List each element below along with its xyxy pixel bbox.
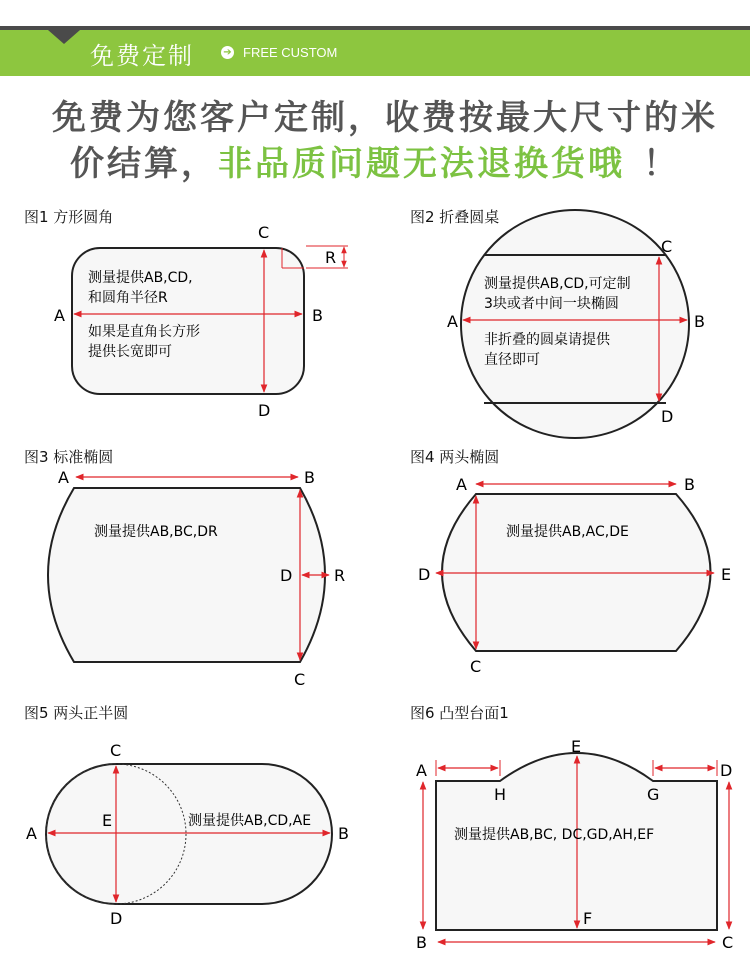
figure-6-label-h: H [494, 785, 507, 804]
arrow-right-circle-icon: ➔ [221, 46, 234, 59]
figure-5-shape [46, 764, 332, 904]
figure-4-text-1: 测量提供AB,AC,DE [506, 524, 629, 540]
figure-6-label-g: G [647, 785, 660, 804]
figure-6-diagram [416, 737, 733, 952]
figure-5-label-a: A [26, 824, 37, 843]
figure-2-text-1a: 测量提供AB,CD,可定制 [484, 276, 631, 292]
figure-4-label-b: B [684, 475, 695, 494]
figure-1-label-c: C [258, 223, 270, 242]
headline-line-2-end: ！ [643, 144, 680, 184]
figure-1-label-r: R [325, 248, 337, 267]
figure-2-label-c: C [661, 237, 673, 256]
figure-3-diagram [48, 468, 345, 689]
figure-5-diagram [26, 741, 349, 928]
figure-3-label-b: B [304, 468, 315, 487]
figure-1-title: 图1 方形圆角 [24, 208, 114, 226]
figure-6-label-b: B [416, 933, 427, 952]
figure-5-label-d: D [110, 909, 123, 928]
figure-3-text-1: 测量提供AB,BC,DR [94, 524, 218, 540]
figure-3-label-r: R [334, 566, 346, 585]
figure-6-label-e: E [571, 737, 582, 756]
figure-5-label-b: B [338, 824, 349, 843]
figure-6-label-a: A [416, 761, 427, 780]
figure-5-text-1: 测量提供AB,CD,AE [188, 813, 312, 829]
figure-6-label-f: F [583, 909, 593, 928]
figure-1-diagram [54, 223, 348, 420]
banner-subtitle: FREE CUSTOM [243, 45, 338, 60]
figure-3-label-d: D [280, 566, 293, 585]
figure-6-label-c: C [722, 933, 734, 952]
figure-3-label-a: A [58, 468, 69, 487]
figure-4-title: 图4 两头椭圆 [410, 448, 500, 466]
figure-5-label-c: C [110, 741, 122, 760]
figure-3-title: 图3 标准椭圆 [24, 448, 114, 466]
figure-3-label-c: C [294, 670, 306, 689]
figure-1-label-a: A [54, 306, 65, 325]
figure-2-label-a: A [447, 312, 458, 331]
headline-line-2-green: 非品质问题无法退换货哦 [218, 144, 625, 184]
figure-2-label-d: D [661, 407, 674, 426]
banner-title: 免费定制 [90, 42, 194, 70]
figure-4-diagram [418, 475, 731, 676]
figure-4-label-a: A [456, 475, 467, 494]
figure-1-text-2a: 如果是直角长方形 [88, 324, 200, 340]
figure-4-label-d: D [418, 565, 431, 584]
figure-6-title: 图6 凸型台面1 [410, 704, 509, 722]
figure-2-text-2b: 直径即可 [484, 352, 540, 368]
figure-1-text-1a: 测量提供AB,CD, [88, 270, 193, 286]
figure-1-text-1b: 和圆角半径R [88, 290, 168, 306]
figure-2-label-b: B [694, 312, 705, 331]
figure-5-title: 图5 两头正半圆 [24, 704, 129, 722]
figure-4-label-c: C [470, 657, 482, 676]
headline-line-1: 免费为您客户定制，收费按最大尺寸的米 [52, 98, 718, 138]
figure-1-text-2b: 提供长宽即可 [88, 344, 172, 360]
figure-2-title: 图2 折叠圆桌 [410, 208, 500, 226]
figure-2-text-1b: 3块或者中间一块椭圆 [484, 296, 619, 312]
figure-2-text-2a: 非折叠的圆桌请提供 [484, 332, 610, 348]
figure-1-label-b: B [312, 306, 323, 325]
figure-4-label-e: E [721, 565, 732, 584]
figure-5-label-e: E [102, 811, 113, 830]
figure-6-text-1: 测量提供AB,BC, DC,GD,AH,EF [454, 827, 655, 843]
headline-line-2-gray: 价结算， [70, 144, 218, 184]
figure-6-label-d: D [720, 761, 733, 780]
figure-1-label-d: D [258, 401, 271, 420]
figure-2-diagram [447, 210, 705, 438]
